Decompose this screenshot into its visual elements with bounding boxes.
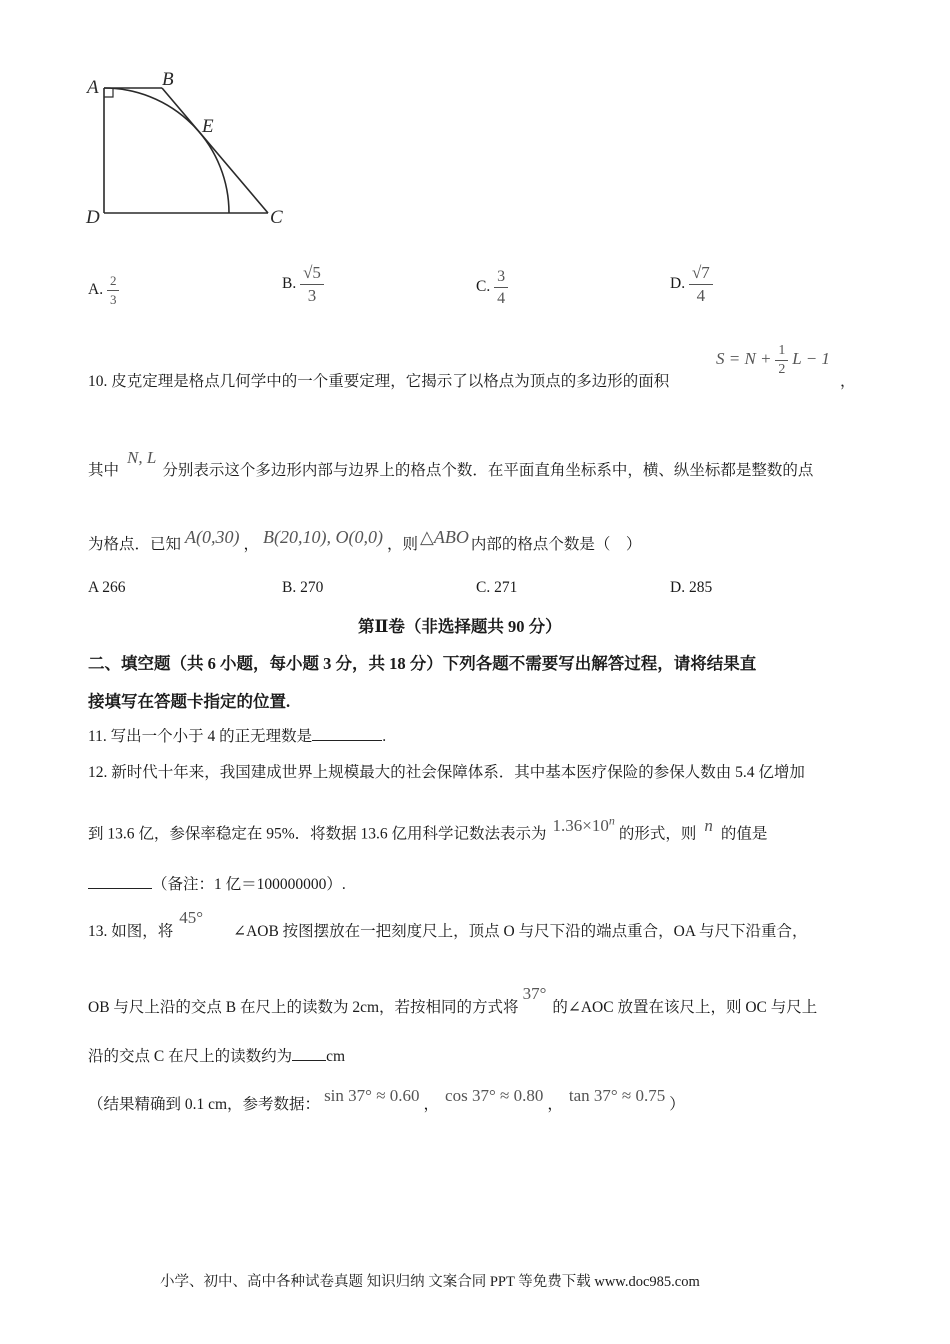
- quarter-arc: [104, 88, 229, 213]
- q13-line2: OB 与尺上沿的交点 B 在尺上的读数为 2cm，若按相同的方式将37°的∠AOC 放置在该尺上，则 OC 与尺上: [88, 984, 818, 1016]
- right-angle-mark: [104, 88, 113, 97]
- footer: 小学、初中、高中各种试卷真题 知识归纳 文案合同 PPT 等免费下载 www.doc985.com: [160, 1274, 700, 1290]
- q9-option-a: A. $\frac{2}{3}$: [88, 272, 119, 309]
- geometry-figure: [80, 65, 300, 235]
- q12-line2: 到 13.6 亿，参保率稳定在 95%．将数据 13.6 亿用科学记数法表示为 $1.36\times 10^n$的形式，则 n 的值是: [88, 813, 768, 843]
- segment-BC: [162, 88, 268, 213]
- q12-line3: （备注：1 亿＝100000000）.: [88, 872, 346, 894]
- q10-option-a: A 266: [88, 579, 126, 596]
- section2-title: 第Ⅱ卷（非选择题共 90 分）: [358, 617, 562, 636]
- q9-option-b: B. $\frac{√5}{3}$: [282, 262, 324, 307]
- q10-line2: 其中N, L分别表示这个多边形内部与边界上的格点个数．在平面直角坐标系中，横、纵坐标都是整数的点: [88, 448, 814, 479]
- label-A: A: [87, 77, 99, 98]
- label-C: C: [270, 207, 283, 228]
- q11: 11. 写出一个小于 4 的正无理数是 .: [88, 728, 387, 745]
- q10-option-b: B. 270: [282, 579, 324, 596]
- q10-option-d: D. 285: [670, 579, 713, 596]
- q10-formula: S = N + $\frac{1}{2}$ L − 1: [716, 343, 830, 377]
- section2-heading-line2: 接填写在答题卡指定的位置.: [88, 692, 291, 711]
- q12-answer-blank[interactable]: [88, 874, 152, 889]
- q10-line1: 10. 皮克定理是格点几何学中的一个重要定理，它揭示了以格点为顶点的多边形的面积: [88, 373, 670, 390]
- q12-line1: 12. 新时代十年来，我国建成世界上规模最大的社会保障体系．其中基本医疗保险的参保人数由 5.4 亿增加: [88, 764, 805, 781]
- section2-heading-line1: 二、填空题（共 6 小题，每小题 3 分，共 18 分）下列各题不需要写出解答过程，请将结果直: [88, 654, 757, 673]
- q9-option-d: D. $\frac{√7}{4}$: [670, 262, 713, 307]
- q9-option-c: C. $\frac{3}{4}$: [476, 266, 508, 309]
- q10-comma1: ，: [840, 373, 856, 390]
- q13-answer-blank[interactable]: [292, 1046, 326, 1061]
- label-B: B: [162, 69, 174, 90]
- q13-line3: 沿的交点 C 在尺上的读数约为 cm: [88, 1048, 346, 1065]
- label-D: D: [86, 207, 100, 228]
- q13-line1: 13. 如图，将45°∠AOB 按图摆放在一把刻度尺上，顶点 O 与尺下沿的端点重合，OA 与尺下沿重合，: [88, 908, 808, 940]
- q13-line4: （结果精确到 0.1 cm，参考数据： sin 37° ≈ 0.60 ， cos 37° ≈ 0.80 ， tan 37° ≈ 0.75 ）: [88, 1086, 685, 1113]
- q11-answer-blank[interactable]: [312, 726, 382, 741]
- label-E: E: [202, 116, 214, 137]
- q10-option-c: C. 271: [476, 579, 518, 596]
- q10-line3: 为格点．已知 A(0,30) ， B(20,10), O(0,0) ，则 △ABO 内部的格点个数是（ ）: [88, 527, 642, 553]
